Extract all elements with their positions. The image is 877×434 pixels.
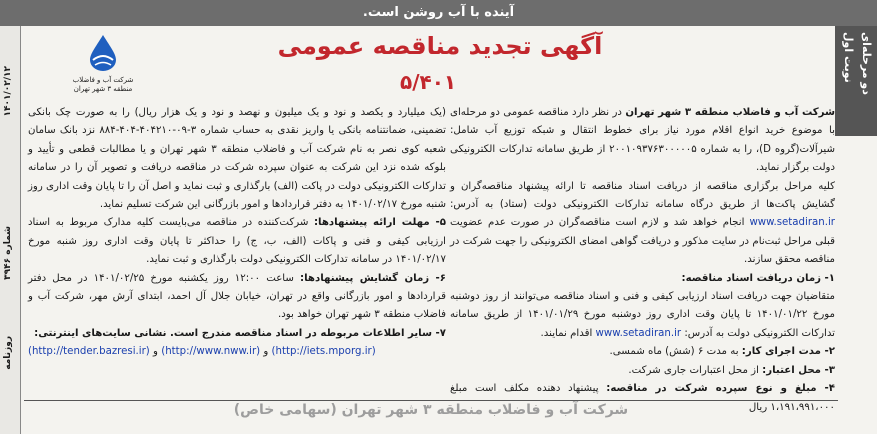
setad-link-2[interactable]: www.setadiran.ir bbox=[595, 327, 682, 339]
section-6-heading: ۶- زمان گشایش پیشنهادها: bbox=[300, 272, 446, 284]
publication-round: نوبت اول bbox=[842, 32, 855, 83]
section-4-heading: ۴- مبلغ و نوع سپرده شرکت در مناقصه: bbox=[606, 383, 836, 395]
company-name-line2: منطقه ۳ شهر تهران bbox=[73, 85, 133, 93]
tender-stage: دو مرحله‌ای bbox=[860, 32, 873, 95]
intro-paragraph bbox=[450, 104, 835, 178]
right-column bbox=[450, 104, 835, 417]
section-5-text: شرکت‌کننده در مناقصه می‌بایست کلیه مدارک مربوط به اسناد ارزیابی کیفی و فنی و پاکات (الف، ب، ج) را حداکثر تا پایان وقت اداری روز شنبه مورخ ۱۴۰۱/۰۲/۱۷ در سامانه تدارکات الکترونیکی دولت بارگذاری و ثبت نماید. bbox=[28, 217, 446, 266]
newspaper-name: روزنامه bbox=[3, 336, 13, 370]
procedure-text-end: انجام خواهد شد و لازم است مناقصه‌گران در صورت عدم عضویت قبلی مراحل ثبت‌نام در سایت مذکور و دریافت گواهی امضای الکترونیکی را جهت شرکت در مناقصه محقق سازند. bbox=[450, 217, 835, 266]
section-6 bbox=[28, 270, 446, 325]
section-2 bbox=[450, 343, 835, 361]
company-logo bbox=[60, 32, 146, 104]
water-drop-icon bbox=[83, 32, 123, 72]
issue-number: شماره ۳۹۴۶ bbox=[3, 226, 13, 280]
link-separator-2: و bbox=[260, 346, 272, 358]
footer-divider bbox=[24, 400, 838, 401]
newspaper-side-strip bbox=[0, 26, 21, 434]
setad-link[interactable]: www.setadiran.ir bbox=[749, 217, 835, 229]
tender-type-strip bbox=[835, 26, 877, 136]
section-3-text: از محل اعتبارات جاری شرکت. bbox=[628, 364, 763, 376]
tender-number: ۵/۴۰۱ bbox=[400, 70, 457, 94]
section-7-heading: ۷- سایر اطلاعات مربوطه در اسناد مناقصه مندرج است. نشانی سایت‌های اینترنتی: bbox=[34, 327, 446, 339]
website-links bbox=[28, 343, 446, 361]
top-banner bbox=[0, 0, 877, 26]
section-2-heading: ۲- مدت اجرای کار: bbox=[741, 346, 835, 358]
procedure-paragraph bbox=[450, 178, 835, 270]
section-3-heading: ۳- محل اعتبار: bbox=[762, 364, 835, 376]
section-1-heading: ۱- زمان دریافت اسناد مناقصه: bbox=[681, 272, 835, 284]
section-4-text: پیشنهاد دهنده مکلف است مبلغ ۱،۱۹۱،۹۹۱،۰۰۰ ریال bbox=[450, 383, 835, 413]
section-1-text-end: اقدام نمایند. bbox=[540, 327, 596, 339]
section-1 bbox=[450, 270, 835, 288]
intro-text: در نظر دارد مناقصه عمومی دو مرحله‌ای با موضوع خرید انواع اقلام مورد نیاز برای خطوط انتقال و شبکه توزیع آب شامل: شیرآلات(گروه D)، را به شماره ۲۰۰۱۰۹۳۷۶۳۰۰۰۰۰۵ از طریق سامانه تدارکات الکترونیکی دولت برگزار نماید. bbox=[450, 107, 835, 174]
section-5 bbox=[28, 214, 446, 269]
section-2-text: به مدت ۶ (شش) ماه شمسی. bbox=[609, 346, 742, 358]
tender-bazresi-link[interactable]: (http://tender.bazresi.ir) bbox=[28, 346, 150, 358]
section-3 bbox=[450, 362, 835, 380]
section-1-body bbox=[450, 288, 835, 343]
section-5-heading: ۵- مهلت ارائه پیشنهادها: bbox=[313, 217, 446, 229]
footer-company: شرکت آب و فاضلاب منطقه ۳ شهر تهران (سهامی خاص) bbox=[233, 402, 629, 418]
company-name-line1: شرکت آب و فاضلاب bbox=[72, 76, 134, 84]
iets-link[interactable]: (http://iets.mporg.ir) bbox=[271, 346, 376, 358]
page-title: آگهی تجدید مناقصه عمومی bbox=[277, 32, 603, 60]
section-6-text: ساعت ۱۲:۰۰ روز یکشنبه مورخ ۱۴۰۱/۰۲/۲۵ در محل دفتر قراردادها و امور بازرگانی واقع در تهران، خیابان جلال آل احمد، ابتدای آرش مهر، شرکت آب و فاضلاب منطقه ۳ شهر تهران خواهد بود. bbox=[28, 272, 446, 321]
intro-lead: شرکت آب و فاضلاب منطقه ۳ شهر تهران bbox=[625, 107, 836, 118]
nww-link[interactable]: (http://www.nww.ir) bbox=[161, 346, 261, 358]
slogan: آینده با آب روشن است. bbox=[362, 5, 515, 20]
deposit-paragraph: (یک میلیارد و یکصد و نود و یک میلیون و نهصد و نود و یک هزار ریال) را به صورت چک بانکی تضمینی، ضمانتنامه بانکی یا واریز نقدی به حساب شماره ۳-۰۹-۴۰۴۲۱۰-۴۰۴-۸۸۴ نزد بانک سامان شعبه کوی نصر به نام شرکت آب و فاضلاب منطقه ۳ شهر تهران و یا مطالبات قطعی و تأیید و بلوکه شده نزد این شرکت به عنوان سپرده شرکت در مناقصه دریافت و تصویر آن را در سامانه تدارکات الکترونیکی دولت در پاکت (الف) بارگذاری و ثبت نماید و اصل آن را تا پایان وقت اداری روز شنبه مورخ ۱۴۰۱/۰۲/۱۷ به دفتر قراردادها و امور بازرگانی این شرکت تسلیم نماید. bbox=[28, 107, 447, 211]
left-column bbox=[28, 104, 446, 362]
section-7 bbox=[28, 325, 446, 343]
link-separator-1: و bbox=[149, 346, 162, 358]
issue-date: ۱۴۰۱/۰۲/۱۲ bbox=[3, 66, 13, 117]
procedure-text: کلیه مراحل برگزاری مناقصه از دریافت اسناد مناقصه تا ارائه پیشنهاد مناقصه‌گران و گشایش پاکت‌ها از طریق درگاه سامانه تدارکات الکترونیکی دولت (ستاد) به آدرس: bbox=[450, 180, 835, 211]
section-1-text: متقاضیان جهت دریافت اسناد ارزیابی کیفی و فنی و اسناد مناقصه می‌توانند از روز دوشنبه مورخ ۱۴۰۱/۰۱/۲۲ تا پایان وقت اداری روز دوشنبه مورخ ۱۴۰۱/۰۱/۲۹ از طریق سامانه تدارکات الکترونیکی دولت به آدرس: bbox=[450, 291, 835, 339]
